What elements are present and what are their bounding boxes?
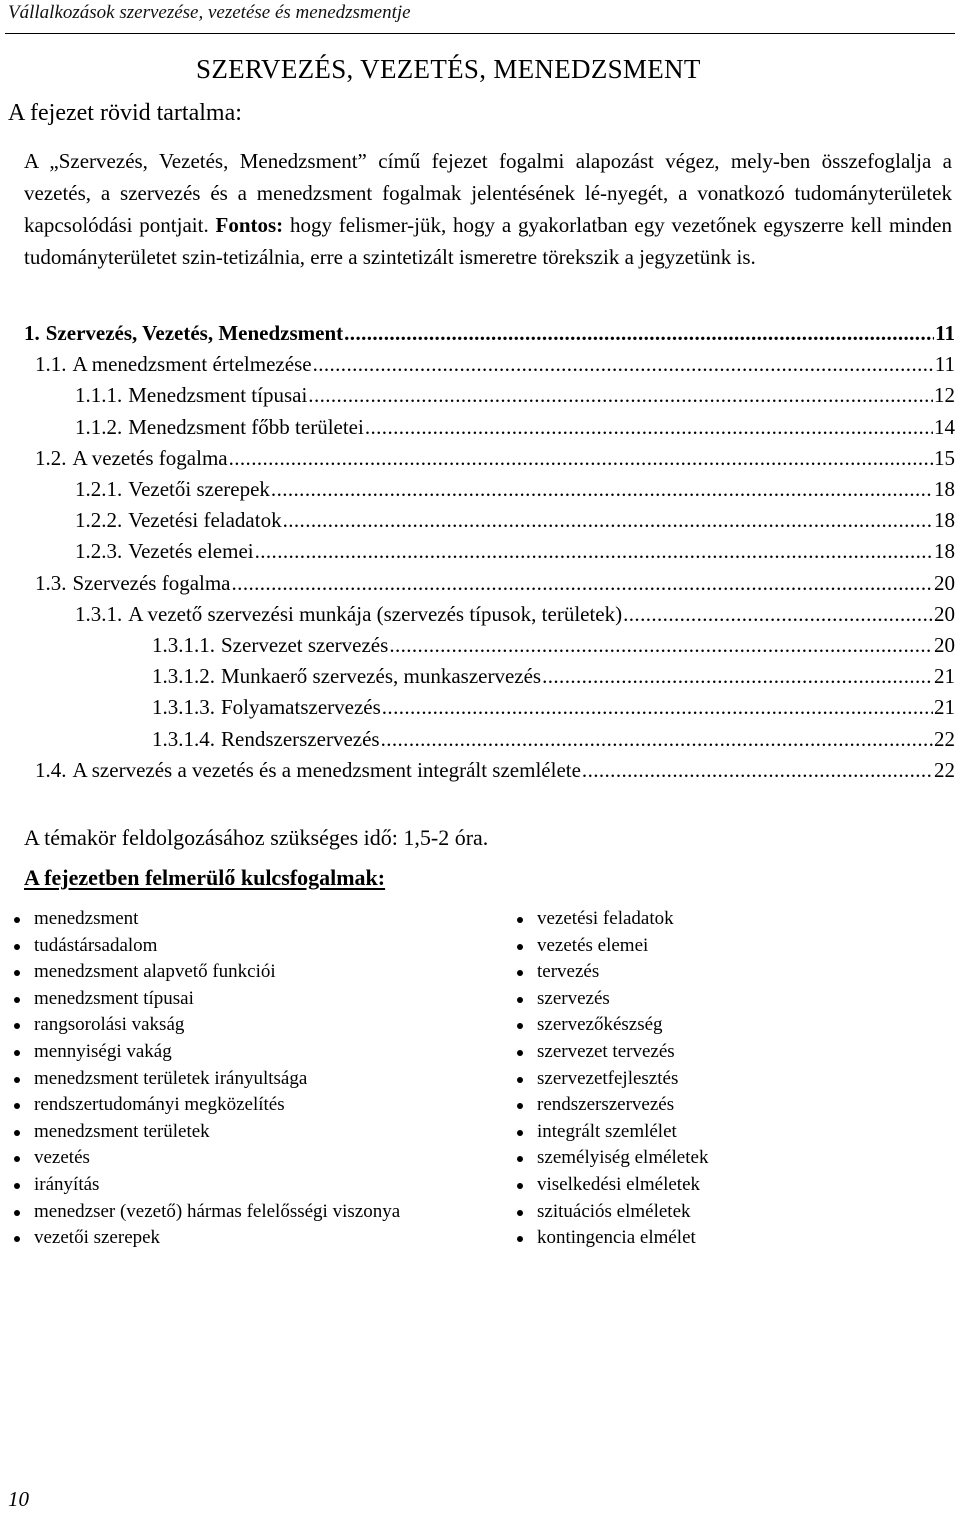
toc-entry[interactable] [35, 571, 955, 601]
toc-entry-page: 21 [934, 664, 955, 689]
toc-entry[interactable] [75, 602, 955, 632]
key-concepts-right-list [511, 906, 708, 1252]
toc-dot-leader [283, 508, 933, 533]
key-concept-item [511, 1119, 708, 1146]
toc-entry-page: 15 [934, 445, 955, 470]
key-concept-text: viselkedési elméletek [537, 1173, 701, 1195]
toc-entry[interactable] [35, 352, 955, 382]
key-concept-text: vezetési feladatok [537, 908, 674, 929]
intro-text-1: A „Szervezés, Vezetés, Menedzsment” című fejezet fogalmi alapozást végez, mely-ben összefoglalja a vezetés, a szervezés és a menedzsment fogalmak jelentésének lé-nyegét, a vonatkozó tudományterületek kapcsolódási pontjait. [24, 149, 952, 237]
toc-entry-number: 1.2.3. [75, 539, 123, 564]
toc-entry-page: 12 [934, 383, 955, 408]
summary-heading: A fejezet rövid tartalma: [8, 100, 242, 126]
bullet-icon [14, 1156, 20, 1162]
toc-entry-page: 22 [934, 726, 955, 751]
toc-dot-leader [381, 727, 933, 752]
toc-dot-leader [313, 352, 934, 377]
toc-dot-leader [232, 571, 933, 596]
key-concept-text: vezetés [34, 1147, 90, 1169]
toc-entry-title: Folyamatszervezés [221, 695, 381, 720]
key-concept-text: szervezőkészség [537, 1014, 663, 1036]
toc-dot-leader [382, 695, 933, 720]
key-concept-text: vezetés elemei [537, 934, 649, 956]
key-concept-text: integrált szemlélet [537, 1120, 677, 1142]
bullet-icon [14, 1050, 20, 1056]
key-concept-item [8, 1066, 400, 1093]
toc-entry-title: Menedzsment főbb területei [128, 414, 364, 439]
toc-entry-title: Szervezet szervezés [221, 633, 389, 657]
key-concept-text: tudástársadalom [34, 934, 158, 956]
chapter-title: SZERVEZÉS, VEZETÉS, MENEDZSMENT [196, 54, 701, 84]
key-concept-item [511, 1039, 708, 1066]
bullet-icon [517, 1023, 523, 1029]
header-rule [5, 33, 955, 34]
key-concept-text: tervezés [537, 961, 600, 983]
intro-bold: Fontos: [215, 213, 284, 237]
bullet-icon [517, 970, 523, 976]
toc-entry-title: Munkaerő szervezés, munkaszervezés [221, 664, 542, 689]
intro-text-2: hogy felismer-jük, hogy a gyakorlatban egy vezetőnek egyszerre kell minden tudományterületet szin-tetizálnia, erre a szintetizált ismeretre törekszik a jegyzetünk is. [24, 213, 952, 269]
bullet-icon [517, 1210, 523, 1216]
toc-entry[interactable] [75, 508, 955, 538]
toc-dot-leader [271, 477, 933, 502]
toc-entry[interactable] [35, 446, 955, 476]
toc-entry-page: 22 [934, 757, 955, 782]
bullet-icon [517, 944, 523, 950]
key-concept-text: szituációs elméletek [537, 1200, 691, 1222]
key-concept-item [511, 959, 708, 986]
key-concept-text: menedzsment típusai [34, 987, 194, 1009]
key-concept-text: mennyiségi vakág [34, 1040, 172, 1062]
toc-entry-number: 1.2. [35, 445, 67, 470]
toc-entry-page: 21 [934, 695, 955, 720]
toc-entry-title: Rendszerszervezés [221, 726, 380, 751]
toc-entry-page: 11 [934, 352, 955, 377]
bullet-icon [14, 1130, 20, 1136]
bullet-icon [517, 1077, 523, 1083]
bullet-icon [14, 1183, 20, 1189]
key-concept-text: kontingencia elmélet [537, 1227, 696, 1249]
key-concept-item [511, 1172, 708, 1199]
key-concept-item [511, 1092, 708, 1119]
toc-entry-page: 18 [934, 539, 955, 564]
toc-entry[interactable] [75, 415, 955, 445]
toc-entry[interactable] [152, 664, 955, 694]
toc-dot-leader [365, 415, 933, 440]
key-concept-item [511, 1066, 708, 1093]
key-concept-text: menedzsment [34, 908, 139, 929]
toc-entry-page: 20 [934, 570, 955, 595]
toc-entry-page: 14 [934, 414, 955, 439]
toc-entry-title: Vezetés elemei [128, 539, 254, 564]
toc-dot-leader [623, 602, 933, 627]
toc-dot-leader [344, 321, 934, 346]
toc-entry-page: 18 [934, 508, 955, 533]
page-number: 10 [8, 1487, 29, 1511]
key-concept-item [511, 933, 708, 960]
toc-entry[interactable] [152, 695, 955, 725]
toc-entry-number: 1.3. [35, 570, 67, 595]
key-concept-item [8, 986, 400, 1013]
key-concept-text: irányítás [34, 1173, 100, 1195]
toc-entry-title: Szervezés fogalma [72, 570, 231, 595]
key-concept-item [8, 1145, 400, 1172]
key-concept-item [8, 1225, 400, 1252]
toc-entry-number: 1.2.1. [75, 477, 123, 501]
toc-entry-number: 1.3.1.4. [152, 726, 215, 751]
bullet-icon [14, 970, 20, 976]
toc-entry-page: 20 [934, 601, 955, 626]
key-concept-item [8, 1119, 400, 1146]
key-concept-text: menedzser (vezető) hármas felelősségi viszonya [34, 1200, 401, 1222]
key-concept-item [8, 1092, 400, 1119]
bullet-icon [14, 944, 20, 950]
bullet-icon [14, 1236, 20, 1242]
key-concept-item [511, 1199, 708, 1226]
key-concept-item [8, 1012, 400, 1039]
toc-entry[interactable] [75, 539, 955, 569]
toc-entry-number: 1.3.1.1. [152, 633, 215, 657]
key-concept-item [8, 906, 400, 933]
toc-entry-title: A menedzsment értelmezése [72, 352, 312, 377]
toc-entry-page: 20 [934, 633, 955, 657]
key-concept-item [511, 986, 708, 1013]
key-concepts-heading: A fejezetben felmerülő kulcsfogalmak: [24, 865, 386, 890]
bullet-icon [517, 1156, 523, 1162]
toc-entry-title: A vezető szervezési munkája (szervezés típusok, területek) [128, 601, 623, 626]
toc-entry-title: Vezetői szerepek [128, 477, 270, 501]
key-concept-text: menedzsment területek [34, 1120, 210, 1142]
toc-entry[interactable] [75, 477, 955, 507]
toc-entry-title: Szervezés, Vezetés, Menedzsment [45, 321, 344, 345]
key-concept-item [511, 1225, 708, 1252]
toc-entry[interactable] [24, 321, 955, 351]
key-concept-item [511, 1145, 708, 1172]
key-concept-text: rangsorolási vakság [34, 1014, 185, 1036]
key-concept-text: vezetői szerepek [34, 1227, 161, 1249]
intro-paragraph [24, 145, 952, 273]
toc-entry-title: A szervezés a vezetés és a menedzsment integrált szemlélete [72, 757, 581, 782]
key-concept-item [8, 1199, 400, 1226]
key-concept-item [8, 1039, 400, 1066]
toc-entry-title: Menedzsment típusai [128, 383, 308, 408]
bullet-icon [517, 917, 523, 923]
key-concept-text: menedzsment területek irányultsága [34, 1067, 308, 1089]
toc-dot-leader [308, 383, 933, 408]
bullet-icon [517, 1050, 523, 1056]
bullet-icon [14, 1210, 20, 1216]
toc-entry-number: 1.3.1.2. [152, 664, 215, 689]
toc-dot-leader [255, 539, 933, 564]
key-concept-item [8, 933, 400, 960]
key-concepts-left-list [8, 906, 400, 1252]
key-concept-text: szervezet tervezés [537, 1040, 675, 1062]
toc-dot-leader [389, 633, 933, 658]
toc-entry-number: 1.1. [35, 352, 67, 377]
bullet-icon [14, 1077, 20, 1083]
toc-entry-title: A vezetés fogalma [72, 445, 228, 470]
key-concept-item [511, 1012, 708, 1039]
key-concept-text: személyiség elméletek [537, 1147, 709, 1169]
key-concept-text: rendszerszervezés [537, 1094, 675, 1116]
toc-entry-number: 1. [24, 321, 40, 345]
bullet-icon [517, 1183, 523, 1189]
toc-entry[interactable] [35, 758, 955, 788]
time-note: A témakör feldolgozásához szükséges idő: 1,5-2 óra. [24, 825, 489, 850]
toc-entry-page: 18 [934, 477, 955, 501]
toc-entry-number: 1.2.2. [75, 508, 123, 533]
toc-entry[interactable] [75, 383, 955, 413]
bullet-icon [517, 1130, 523, 1136]
toc-entry-number: 1.3.1. [75, 601, 123, 626]
toc-entry-number: 1.4. [35, 757, 67, 782]
toc-dot-leader [542, 664, 933, 689]
toc-dot-leader [582, 758, 933, 783]
key-concept-text: szervezetfejlesztés [537, 1067, 679, 1089]
toc-entry[interactable] [152, 633, 955, 663]
bullet-icon [14, 1023, 20, 1029]
key-concept-item [8, 1172, 400, 1199]
bullet-icon [517, 1103, 523, 1109]
key-concept-text: szervezés [537, 987, 610, 1009]
bullet-icon [517, 1236, 523, 1242]
bullet-icon [14, 997, 20, 1003]
toc-dot-leader [229, 446, 933, 471]
toc-entry[interactable] [152, 727, 955, 757]
running-header: Vállalkozások szervezése, vezetése és menedzsmentje [8, 2, 411, 23]
key-concept-item [511, 906, 708, 933]
toc-entry-title: Vezetési feladatok [128, 508, 282, 533]
toc-entry-number: 1.1.2. [75, 414, 123, 439]
key-concept-item [8, 959, 400, 986]
toc-entry-number: 1.1.1. [75, 383, 123, 408]
key-concept-text: menedzsment alapvető funkciói [34, 961, 276, 983]
key-concept-text: rendszertudományi megközelítés [34, 1094, 285, 1116]
bullet-icon [14, 917, 20, 923]
toc-entry-number: 1.3.1.3. [152, 695, 215, 720]
toc-entry-page: 11 [935, 321, 955, 345]
bullet-icon [14, 1103, 20, 1109]
bullet-icon [517, 997, 523, 1003]
